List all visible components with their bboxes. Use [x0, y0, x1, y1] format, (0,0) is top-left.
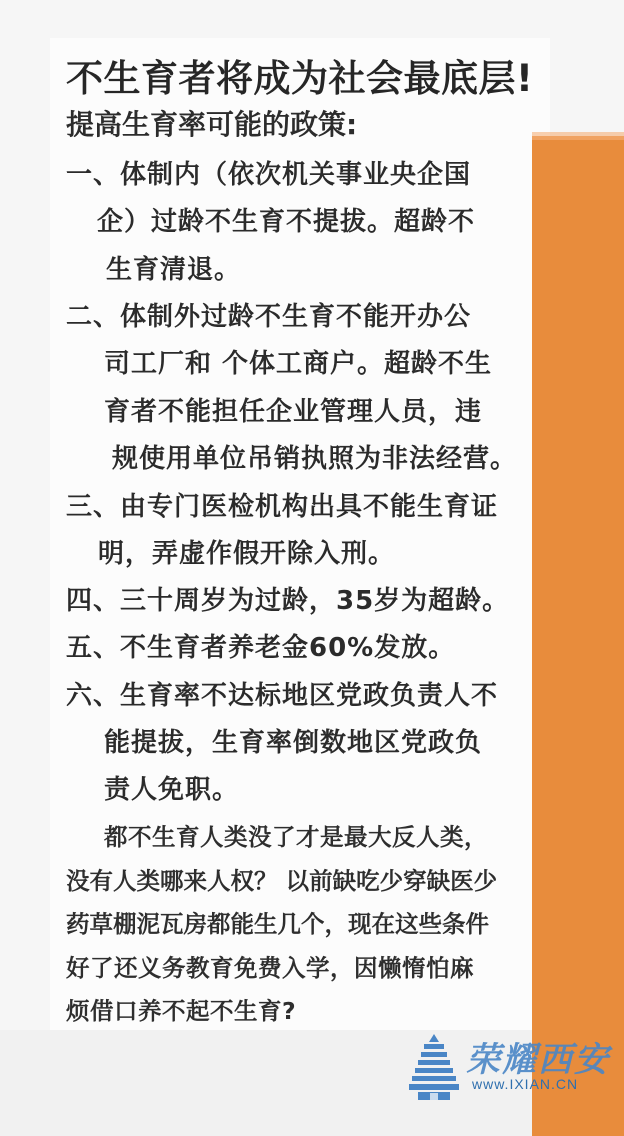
watermark-url: www.IXIAN.CN — [472, 1076, 579, 1092]
closing-line-4: 好了还义务教育免费入学，因懒惰怕麻 — [66, 954, 474, 982]
policy-1-line-3: 生育清退。 — [106, 255, 242, 285]
policy-6-line-2: 能提拔，生育率倒数地区党政负 — [104, 728, 483, 758]
policy-4-line-1: 四、三十周岁为过龄，35岁为超龄。 — [66, 586, 510, 616]
orange-side-strip — [532, 136, 624, 1136]
policy-6-line-3: 责人免职。 — [104, 775, 240, 805]
watermark-logo-text: 荣耀西安 — [466, 1040, 610, 1080]
policy-3-line-2: 明，弄虚作假开除入刑。 — [98, 539, 396, 569]
policy-2-line-2: 司工厂和 个体工商户。超龄不生 — [104, 349, 493, 379]
closing-line-2: 没有人类哪来人权？ 以前缺吃少穿缺医少 — [66, 867, 498, 895]
closing-line-1: 都不生育人类没了才是最大反人类， — [104, 823, 488, 851]
tower-icon — [406, 1032, 462, 1106]
policy-2-line-3: 育者不能担任企业管理人员，违 — [104, 397, 483, 427]
policy-3-line-1: 三、由专门医检机构出具不能生育证 — [66, 492, 499, 522]
document-title: 不生育者将成为社会最底层! — [66, 57, 534, 100]
site-watermark — [402, 1026, 612, 1104]
policy-2-line-1: 二、体制外过龄不生育不能开办公 — [66, 302, 472, 332]
policy-2-line-4: 规使用单位吊销执照为非法经营。 — [112, 444, 518, 474]
closing-line-3: 药草棚泥瓦房都能生几个，现在这些条件 — [66, 910, 489, 938]
policy-1-line-2: 企）过龄不生育不提拔。超龄不 — [97, 207, 476, 237]
closing-line-5: 烦借口养不起不生育? — [66, 997, 297, 1025]
policy-1-line-1: 一、体制内（依次机关事业央企国 — [66, 160, 472, 190]
document-subtitle: 提高生育率可能的政策: — [66, 108, 358, 141]
policy-6-line-1: 六、生育率不达标地区党政负责人不 — [66, 681, 499, 711]
policy-5-line-1: 五、不生育者养老金60%发放。 — [66, 633, 456, 663]
